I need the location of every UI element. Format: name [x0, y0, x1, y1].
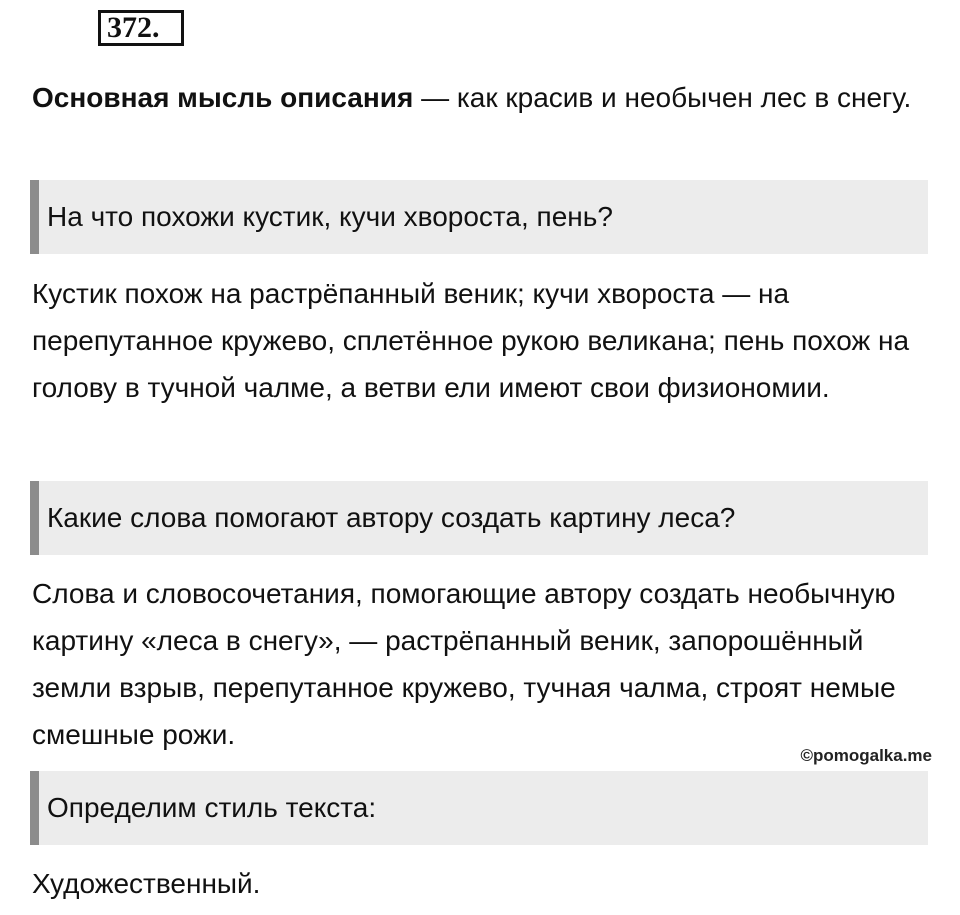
question-1: На что похожи кустик, кучи хвороста, пень? [30, 180, 928, 254]
watermark: ©pomogalka.me [800, 746, 932, 765]
main-idea-text: — как красив и необычен лес в снегу. [413, 82, 912, 113]
task-number: 372. [98, 10, 184, 46]
answer-2: Слова и словосочетания, помогающие автору создать необычную картину «леса в снегу», — растрёпанный веник, запорошённый земли взрыв, перепутанное кружево, тучная чалма, строят немые смешные рожи. [32, 578, 896, 750]
main-idea-label: Основная мысль описания [32, 82, 414, 113]
question-2: Какие слова помогают автору создать картину леса? [30, 481, 928, 555]
question-3: Определим стиль текста: [30, 771, 928, 845]
main-idea-paragraph [32, 74, 932, 121]
answer-3: Художественный. [32, 868, 261, 899]
answer-1: Кустик похож на растрёпанный веник; кучи хвороста — на перепутанное кружево, сплетённое рукою великана; пень похож на голову в тучной чалме, а ветви ели имеют свои физиономии. [32, 278, 910, 403]
